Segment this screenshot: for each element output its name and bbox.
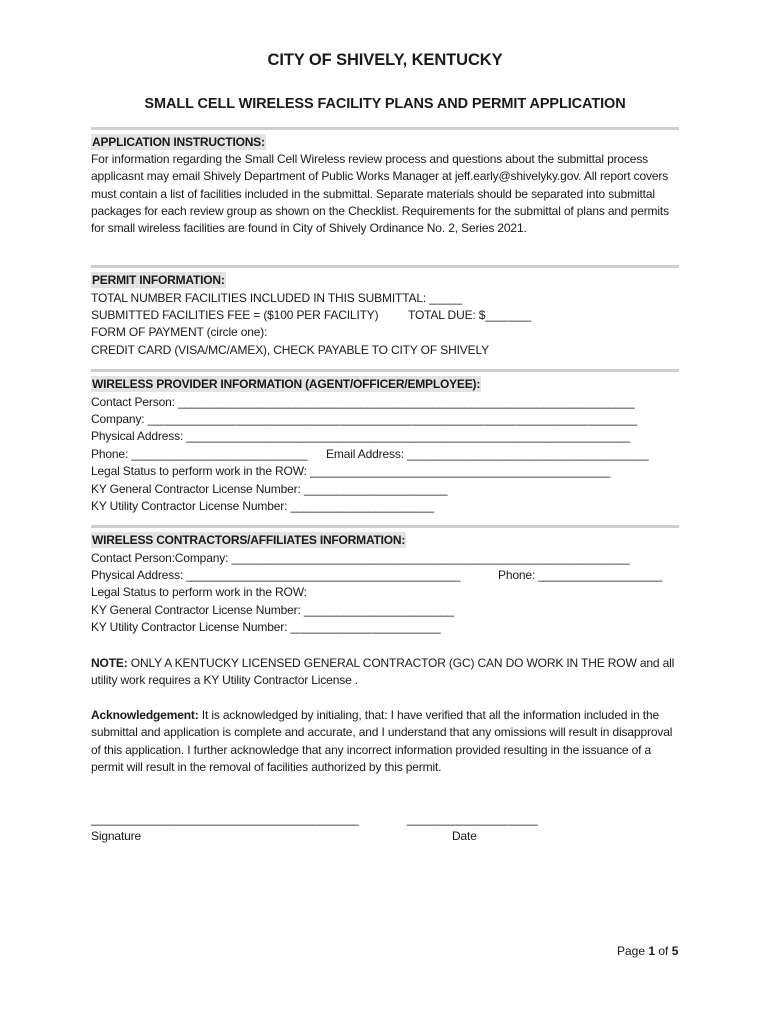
provider-utility-license-field[interactable]: KY Utility Contractor License Number: ______________________ [91,499,435,513]
note-paragraph [91,655,681,690]
acknowledgement-text: It is acknowledged by initialing, that: I have verified that all the information included in the submittal and application is complete and accurate, and I understand that any omissions will result in disapproval of this application. I further acknowledge that any incorrect information provided resulting in the issuance of a permit will result in the removal of facilities authorized by this permit. [91,708,673,774]
page-prefix: Page [617,944,649,958]
note-text: ONLY A KENTUCKY LICENSED GENERAL CONTRACTOR (GC) CAN DO WORK IN THE ROW and all utility work requires a KY Utility Contractor License . [91,656,675,688]
acknowledgement-paragraph [91,707,681,776]
provider-heading: WIRELESS PROVIDER INFORMATION (AGENT/OFFICER/EMPLOYEE): [92,377,481,391]
instructions-heading: APPLICATION INSTRUCTIONS: [92,135,265,149]
note-label: NOTE: [91,656,128,670]
page-number [617,944,678,958]
section-divider [91,525,679,528]
permit-heading: PERMIT INFORMATION: [92,273,225,287]
facilities-fee-label: SUBMITTED FACILITIES FEE = ($100 PER FACILITY) [91,308,379,322]
provider-company-field[interactable]: Company: ___________________________________________________________________________ [91,412,637,426]
page-of: of [655,944,672,958]
total-facilities-field[interactable]: TOTAL NUMBER FACILITIES INCLUDED IN THIS SUBMITTAL: _____ [91,291,462,305]
payment-options[interactable]: CREDIT CARD (VISA/MC/AMEX), CHECK PAYABLE TO CITY OF SHIVELY [91,343,489,357]
signature-label: Signature [91,829,142,843]
document-subtitle: SMALL CELL WIRELESS FACILITY PLANS AND PERMIT APPLICATION [144,96,626,112]
instructions-text: For information regarding the Small Cell Wireless review process and questions about the submittal process applicasnt may email Shively Department of Public Works Manager at jeff.early@shivelyky.gov. All report covers must contain a list of facilities included in the submittal. Separate materials should be separated into submittal packages for each review group as shown on the Checklist. Requirements for the submittal of plans and permits for small wireless facilities are found in City of Shively Ordinance No. 2, Series 2021. [91,152,669,236]
section-divider [91,369,679,372]
provider-gc-license-field[interactable]: KY General Contractor License Number: ______________________ [91,482,448,496]
contractor-address-field[interactable]: Physical Address: __________________________________________ [91,568,461,582]
section-divider [91,127,679,130]
page-total: 5 [671,944,679,958]
contractor-phone-field[interactable]: Phone: ___________________ [498,568,663,582]
contractors-heading: WIRELESS CONTRACTORS/AFFILIATES INFORMATION: [92,533,406,547]
acknowledgement-label: Acknowledgement: [91,708,199,722]
provider-contact-field[interactable]: Contact Person: ______________________________________________________________________ [91,395,635,409]
contractor-gc-license-field[interactable]: KY General Contractor License Number: _______________________ [91,603,454,617]
date-line[interactable]: ____________________ [407,812,538,826]
signature-line[interactable]: _________________________________________ [91,812,359,826]
section-divider [91,265,679,268]
provider-email-field[interactable]: Email Address: _____________________________________ [326,447,649,461]
contractor-contact-company-field[interactable]: Contact Person:Company: _____________________________________________________________ [91,551,630,565]
page-current: 1 [648,944,656,958]
contractor-legal-status-label: Legal Status to perform work in the ROW: [91,585,307,599]
contractor-utility-license-field[interactable]: KY Utility Contractor License Number: _______________________ [91,620,441,634]
provider-address-field[interactable]: Physical Address: ____________________________________________________________________ [91,429,630,443]
payment-form-label: FORM OF PAYMENT (circle one): [91,325,268,339]
document-title: CITY OF SHIVELY, KENTUCKY [267,51,503,69]
date-label: Date [452,829,477,843]
total-due-field[interactable]: TOTAL DUE: $_______ [408,308,531,322]
provider-phone-field[interactable]: Phone: ___________________________ [91,447,308,461]
provider-legal-status-field[interactable]: Legal Status to perform work in the ROW: ______________________________________________ [91,464,611,478]
